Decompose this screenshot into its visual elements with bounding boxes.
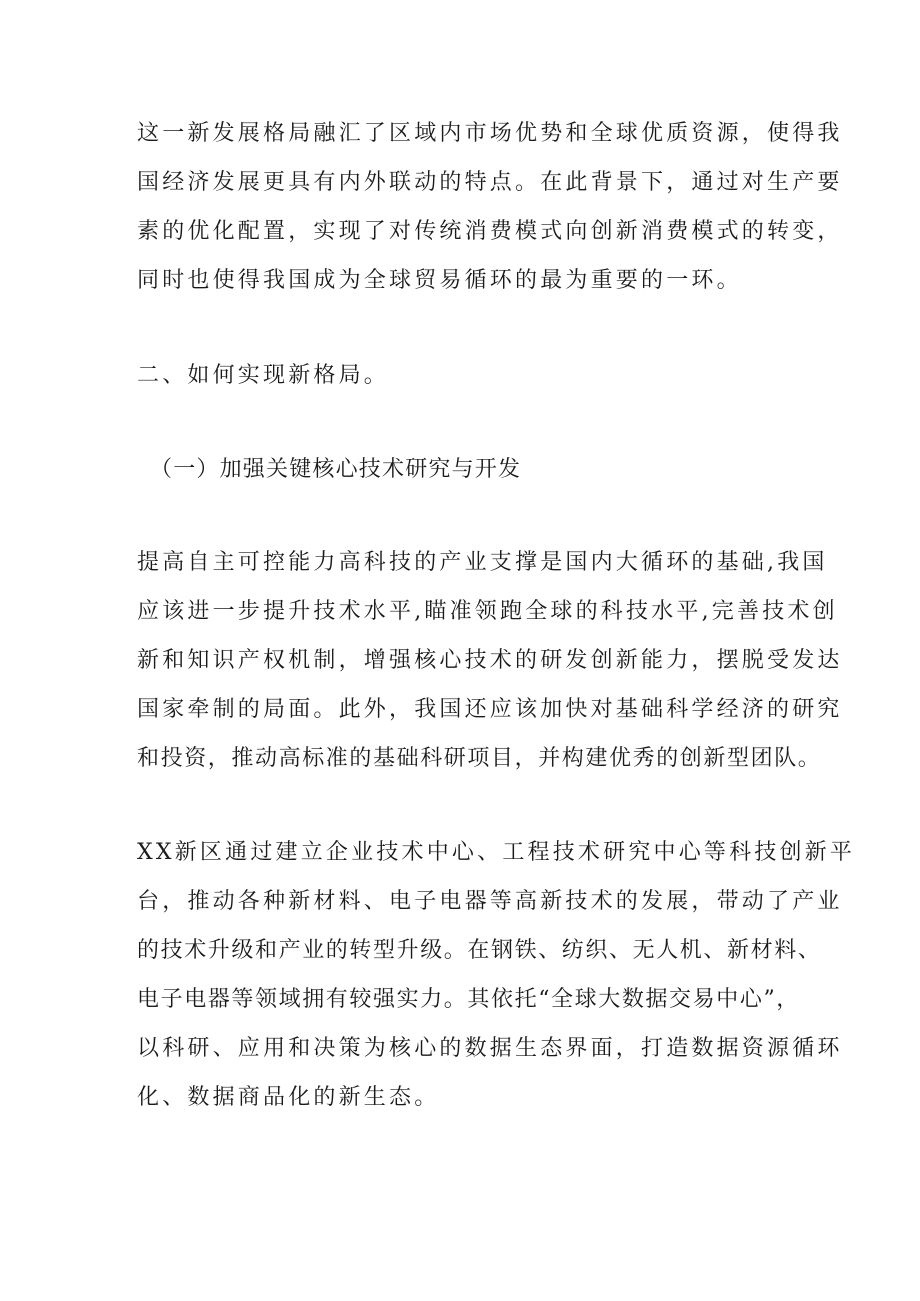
section-subheading: （一）加强关键核心技术研究与开发 [150,457,522,482]
paragraph-2-line-4: 国家牵制的局面。此外，我国还应该加快对基础科学经济的研究 [137,697,843,722]
paragraph-3-line-4: 电子电器等领域拥有较强实力。其依托“全球大数据交易中心”， [137,987,800,1012]
paragraph-1-line-2: 国经济发展更具有内外联动的特点。在此背景下，通过对生产要 [137,170,843,195]
paragraph-2-line-5: 和投资，推动高标准的基础科研项目，并构建优秀的创新型团队。 [137,746,822,771]
paragraph-2-line-2: 应该进一步提升技术水平,瞄准领跑全球的科技水平,完善技术创 [137,599,838,624]
section-heading: 二、如何实现新格局。 [137,363,390,388]
paragraph-3-line-5: 以科研、应用和决策为核心的数据生态界面，打造数据资源循环 [137,1036,843,1061]
paragraph-1-line-4: 同时也使得我国成为全球贸易循环的最为重要的一环。 [137,268,742,293]
paragraph-3-line-1: XX新区通过建立企业技术中心、工程技术研究中心等科技创新平 [137,840,856,865]
paragraph-3-line-3: 的技术升级和产业的转型升级。在钢铁、纺织、无人机、新材料、 [137,938,822,963]
paragraph-2-line-1: 提高自主可控能力高科技的产业支撑是国内大循环的基础,我国 [137,550,828,575]
paragraph-3-line-6: 化、数据商品化的新生态。 [137,1085,440,1110]
paragraph-1-line-3: 素的优化配置，实现了对传统消费模式向创新消费模式的转变， [137,219,843,244]
paragraph-3-line-2: 台，推动各种新材料、电子电器等高新技术的发展，带动了产业 [137,889,843,914]
paragraph-1-line-1: 这一新发展格局融汇了区域内市场优势和全球优质资源，使得我 [137,121,843,146]
paragraph-2-line-3: 新和知识产权机制，增强核心技术的研发创新能力，摆脱受发达 [137,648,843,673]
